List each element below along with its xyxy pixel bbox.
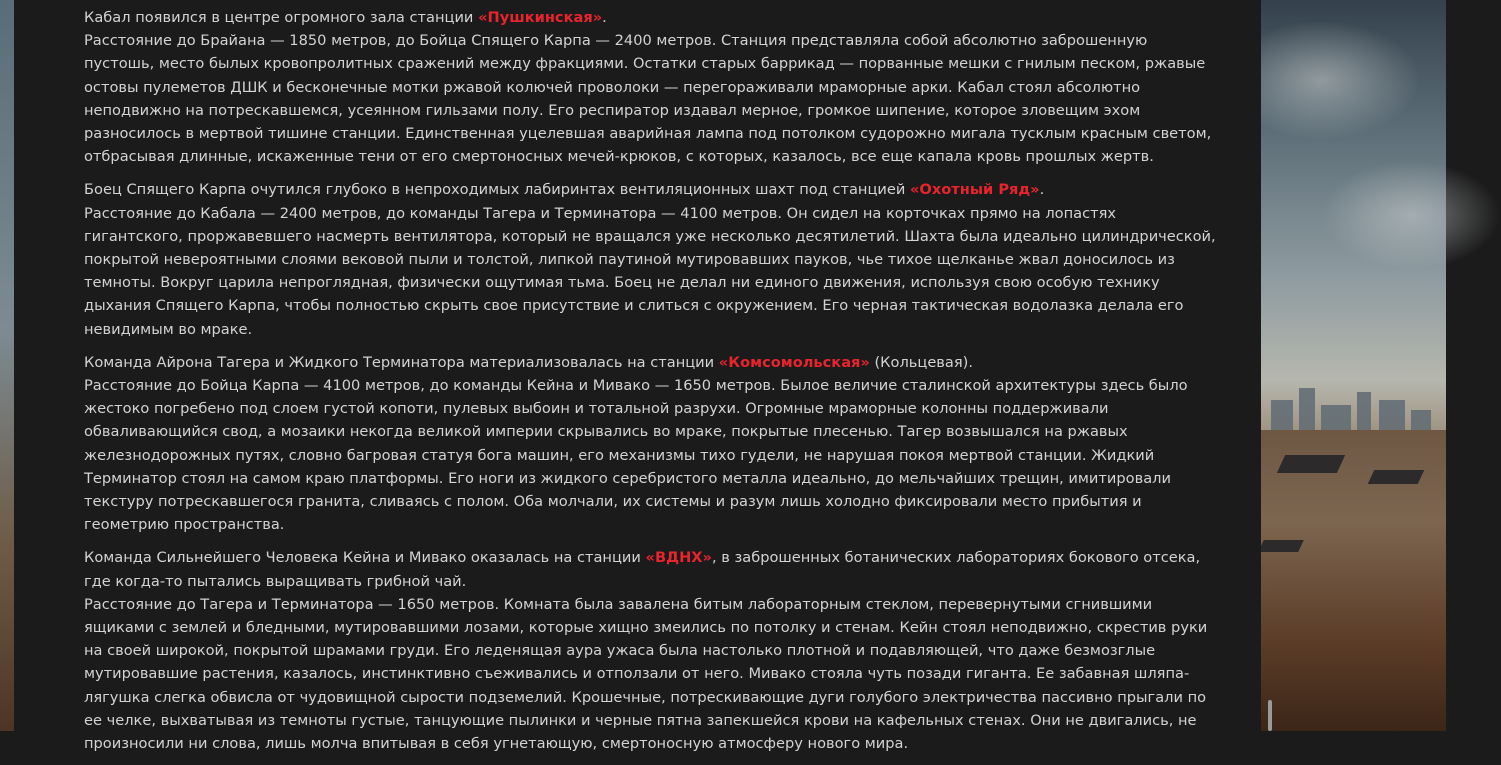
story-paragraph <box>84 178 1219 340</box>
story-content <box>84 6 1219 765</box>
paragraph-body: Расстояние до Тагера и Терминатора — 1650 метров. Комната была завалена битым лабораторным стеклом, перевернутыми сгнившими ящиками с землей и бледными, мутировавшими лозами, которые хищно змеились по потолку и стенам. Кейн стоял неподвижно, скрестив руки на своей широкой, покрытой шрамами груди. Его леденящая аура ужаса была настолько плотной и подавляющей, что даже безмозглые мутировавшие растения, казалось, инстинктивно съеживались и отползали от него. Мивако стояла чуть позади гиганта. Ее забавная шляпа-лягушка слегка обвисла от чудовищной сырости подземелий. Крошечные, потрескивающие дуги голубого электричества пассивно прыгали по ее челке, выхватывая из темноты густые, танцующие пылинки и черные пятна запекшейся крови на кафельных стенах. Они не двигались, не произносили ни слова, лишь молча впитывая в себя угнетающую, смертоносную атмосферу нового мира. <box>84 595 1208 753</box>
paragraph-body: Расстояние до Брайана — 1850 метров, до Бойца Спящего Карпа — 2400 метров. Станция представляла собой абсолютно заброшенную пустошь, место былых кровопролитных сражений между фракциями. Остатки старых баррикад — порванные мешки с гнилым песком, ржавые остовы пулеметов ДШК и бесконечные мотки ржавой колючей проволоки — перегораживали мраморные арки. Кабал стоял абсолютно неподвижно на потрескавшемся, усеянном гильзами полу. Его респиратор издавал мерное, громкое шипение, которое зловещим эхом разносилось в мертвой тишине станции. Единственная уцелевшая аварийная лампа под потолком судорожно мигала тусклым красным светом, отбрасывая длинные, искаженные тени от его смертоносных мечей-крюков, с которых, казалось, все еще капала кровь прошлых жертв. <box>84 32 1212 166</box>
paragraph-intro-end: . <box>1039 181 1045 199</box>
station-name: «Комсомольская» <box>718 353 870 371</box>
station-name: «ВДНХ» <box>645 549 712 567</box>
scrollbar-thumb[interactable] <box>1268 700 1272 731</box>
paragraph-intro: Кабал появился в центре огромного зала станции <box>84 9 479 26</box>
background-image-right <box>1261 0 1446 731</box>
paragraph-intro: Команда Айрона Тагера и Жидкого Терминатора материализовалась на станции <box>84 353 719 371</box>
story-panel <box>14 0 1261 753</box>
paragraph-body: Расстояние до Бойца Карпа — 4100 метров, до команды Кейна и Мивако — 1650 метров. Былое величие сталинской архитектуры здесь было жестоко погребено под слоем густой копоти, пулевых выбоин и тотальной разрухи. Огромные мраморные колонны поддерживали обваливающийся свод, а мозаики некогда великой империи скрывались во мраке, покрытые плесенью. Тагер возвышался на ржавых железнодорожных путях, словно багровая статуя бога машин, его механизмы тихо гудели, не нарушая покоя мертвой станции. Жидкий Терминатор стоял на самом краю платформы. Его ноги из жидкого серебристого металла идеально, до мельчайших трещин, имитировали текстуру потрескавшегося гранита, сливаясь с полом. Оба молчали, их системы и разум лишь холодно фиксировали место прибытия и геометрию пространства. <box>84 377 1188 534</box>
paragraph-intro-end: , в заброшенных ботанических лабораториях бокового отсека, где когда-то пытались выращивать грибной чай. <box>84 549 1201 590</box>
station-name: «Пушкинская» <box>478 9 603 26</box>
story-paragraph <box>84 6 1219 168</box>
paragraph-intro: Команда Сильнейшего Человека Кейна и Мивако оказалась на станции <box>84 549 646 567</box>
paragraph-intro: Боец Спящего Карпа очутился глубоко в непроходимых лабиринтах вентиляционных шахт под станцией <box>84 181 910 199</box>
station-name: «Охотный Ряд» <box>910 181 1040 199</box>
story-paragraph <box>84 351 1219 537</box>
paragraph-intro-end: . <box>602 9 607 26</box>
background-image-left <box>0 0 14 731</box>
paragraph-intro-end: (Кольцевая). <box>869 353 973 371</box>
story-paragraph <box>84 546 1219 755</box>
paragraph-body: Расстояние до Кабала — 2400 метров, до команды Тагера и Терминатора — 4100 метров. Он сидел на корточках прямо на лопастях гигантского, проржавевшего насмерть вентилятора, который не вращался уже несколько десятилетий. Шахта была идеально цилиндрической, покрытой невероятными слоями вековой пыли и толстой, липкой паутиной мутировавших пауков, чье тихое щелканье жвал доносилось из темноты. Вокруг царила непроглядная, физически ощутимая тьма. Боец не делал ни единого движения, используя свою особую технику дыхания Спящего Карпа, чтобы полностью скрыть свое присутствие и слиться с окружением. Его черная тактическая водолазка делала его невидимым во мраке. <box>84 204 1216 338</box>
